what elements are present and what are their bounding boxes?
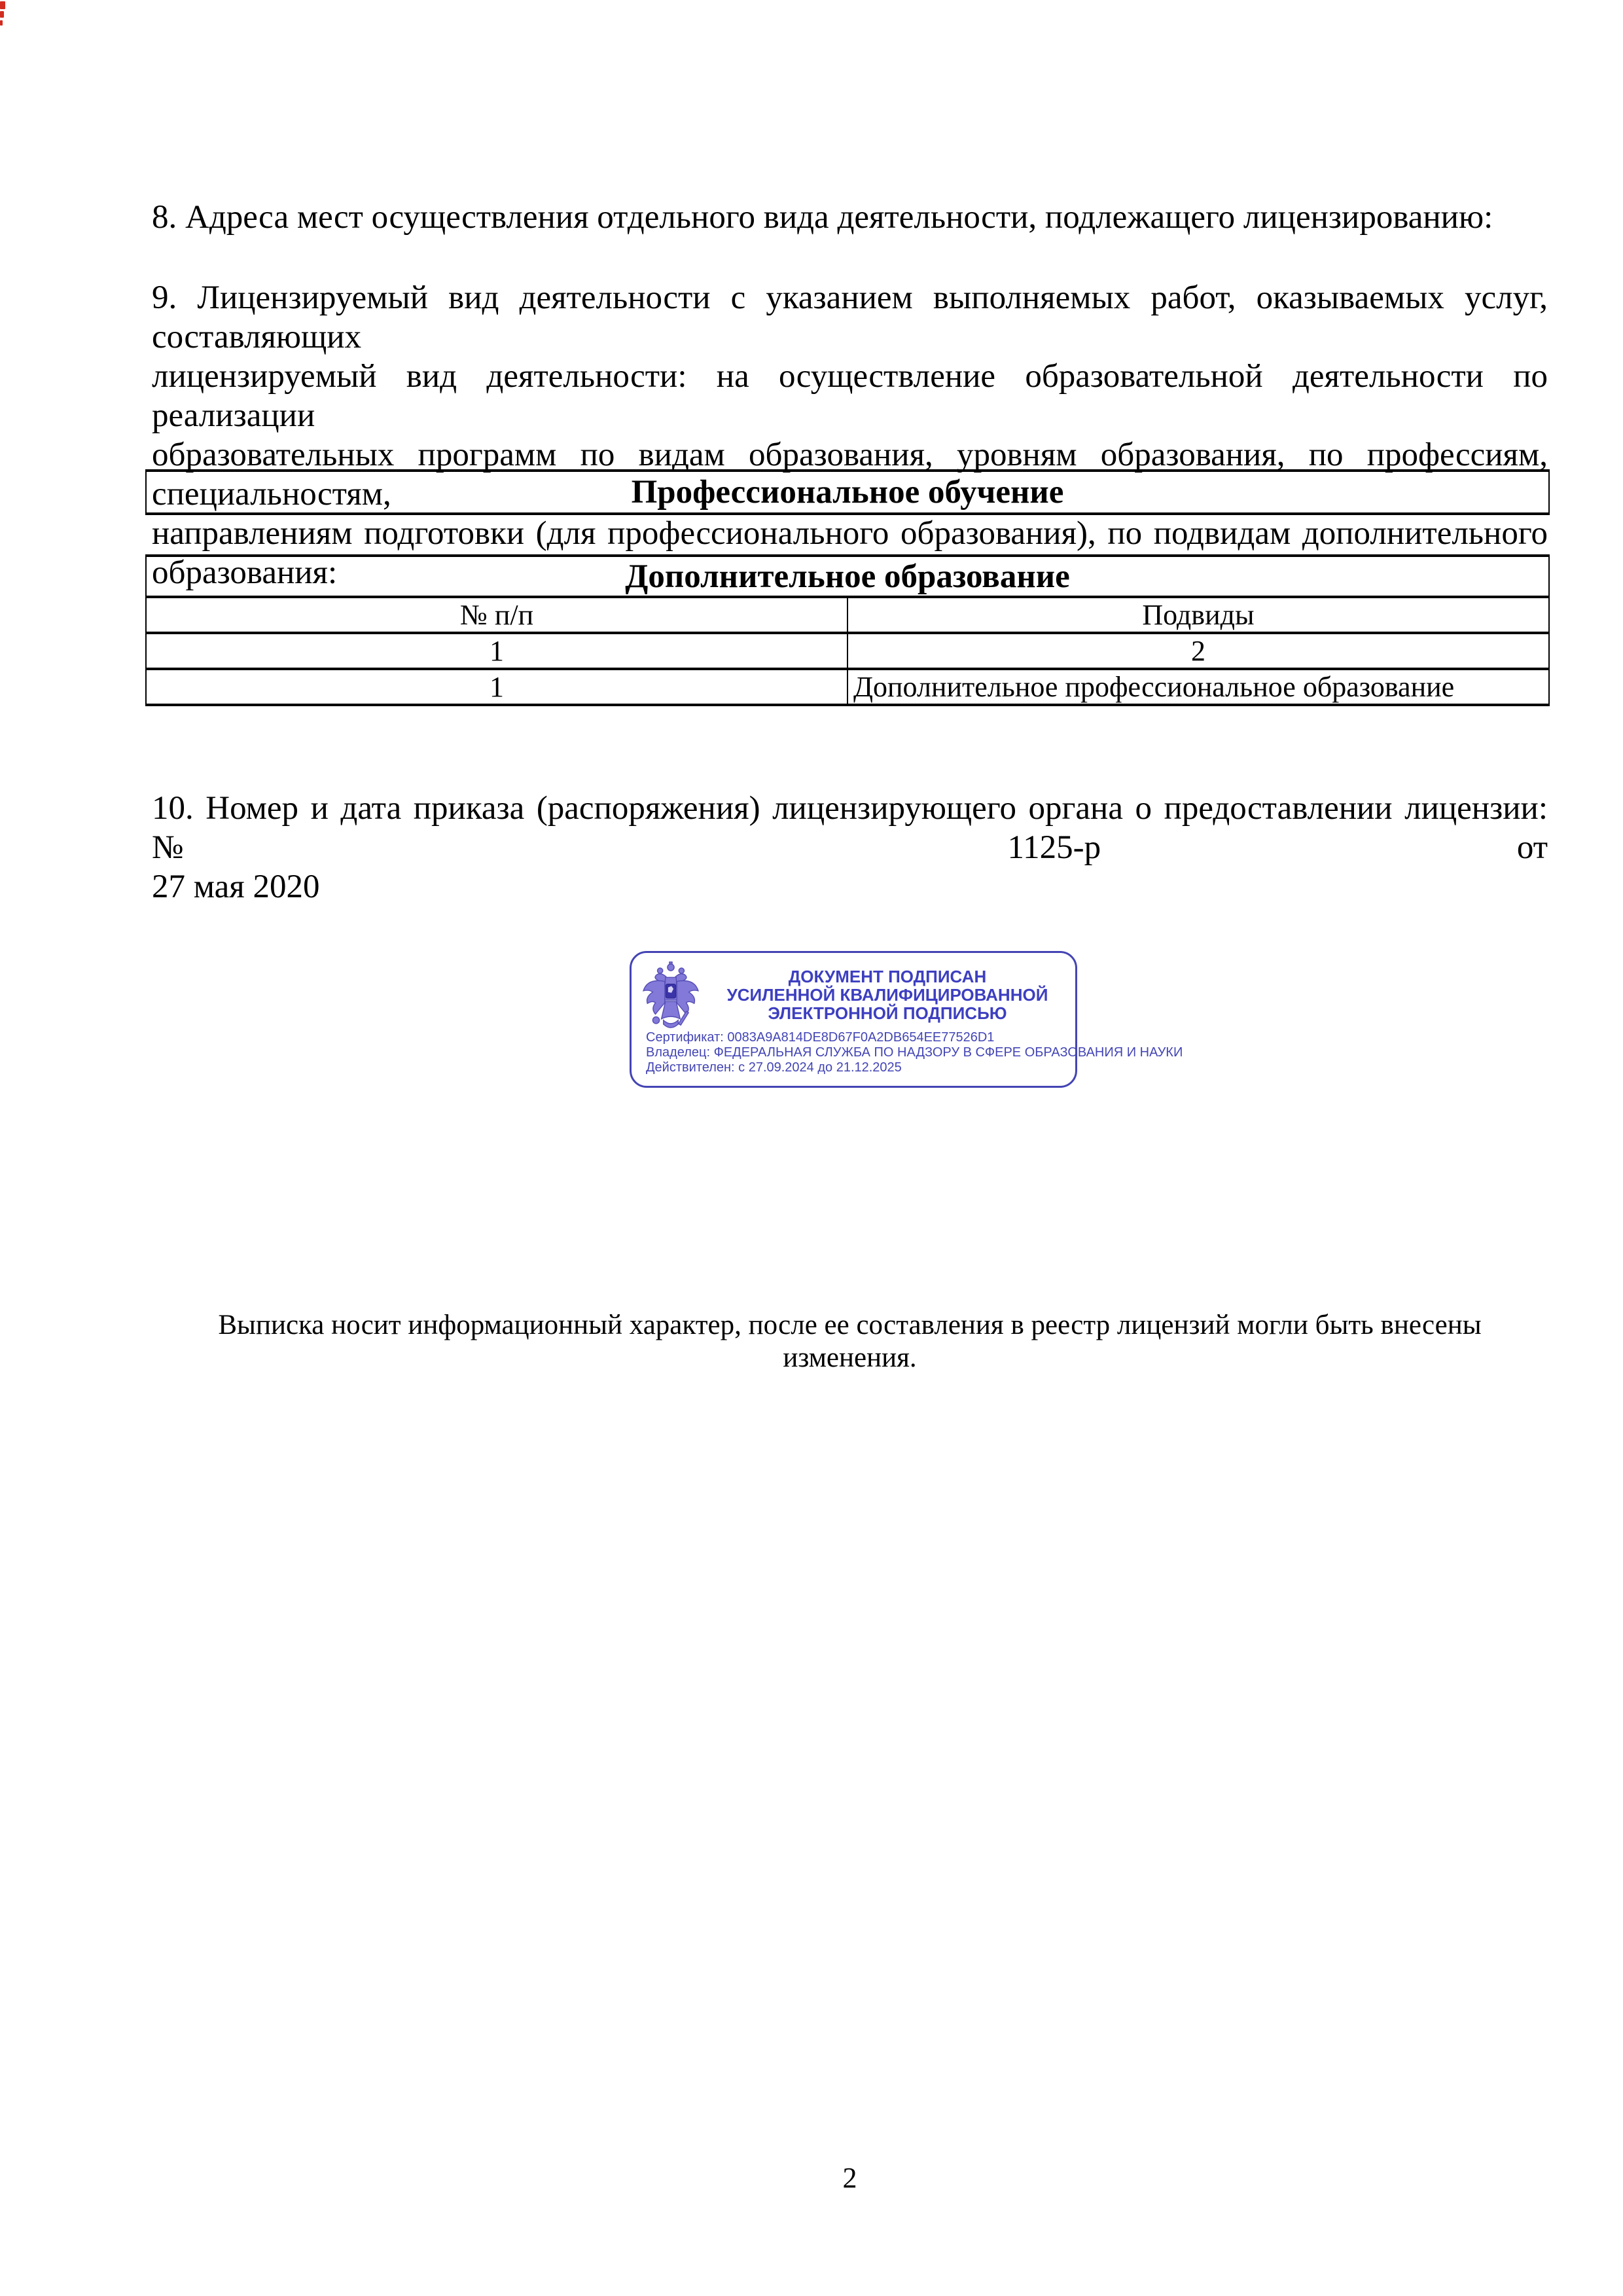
column-header-number: № п/п (146, 597, 847, 633)
stamp-title-line: ДОКУМЕНТ ПОДПИСАН (788, 967, 987, 986)
stamp-title (709, 967, 1066, 1022)
paragraph-8-addresses: 8. Адреса мест осуществления отдельного вида деятельности, подлежащего лицензированию: (152, 199, 1493, 236)
column-header-subtypes: Подвиды (847, 597, 1549, 633)
professional-training-title: Профессиональное обучение (146, 471, 1549, 514)
table-row (146, 669, 1549, 705)
table-header-row (146, 597, 1549, 633)
paragraph-9-line: образования: (152, 554, 338, 591)
red-edge-mark (0, 11, 4, 18)
electronic-signature-stamp (630, 951, 1183, 1088)
table-cell: 2 (847, 633, 1549, 669)
paragraph-9-line: образовательных программ по видам образования, уровням образования, по профессиям, специальностям, (152, 437, 1548, 512)
table-cell: 1 (146, 669, 847, 705)
paragraph-10-line: 10. Номер и дата приказа (распоряжения) лицензирующего органа о предоставлении лицензии: № 1125-р от (152, 790, 1548, 866)
stamp-certificate-line: Сертификат: 0083A9A814DE8D67F0A2DB654EE77526D1 (646, 1030, 995, 1045)
red-edge-mark (0, 20, 3, 26)
additional-education-table (145, 554, 1550, 706)
table-row (146, 556, 1549, 597)
footer-note: Выписка носит информационный характер, после ее составления в реестр лицензий могли быть внесены изменения. (218, 1310, 1482, 1373)
paragraph-9-line: лицензируемый вид деятельности: на осуществление образовательной деятельности по реализации (152, 358, 1548, 434)
table-cell: Дополнительное профессиональное образование (847, 669, 1549, 705)
page-number: 2 (842, 2162, 857, 2194)
paragraph-10-line: 27 мая 2020 (152, 869, 320, 905)
stamp-validity-line: Действителен: с 27.09.2024 до 21.12.2025 (646, 1060, 902, 1075)
paragraph-10-order-number (152, 789, 1548, 906)
stamp-owner-line: Владелец: ФЕДЕРАЛЬНАЯ СЛУЖБА ПО НАДЗОРУ В СФЕРЕ ОБРАЗОВАНИЯ И НАУКИ (646, 1045, 1183, 1060)
table-row (146, 471, 1549, 514)
professional-training-table (145, 469, 1550, 515)
paragraph-9-licensed-activity (152, 278, 1548, 592)
additional-education-title: Дополнительное образование (146, 556, 1549, 597)
paragraph-9-line: 9. Лицензируемый вид деятельности с указанием выполняемых работ, оказываемых услуг, составляющих (152, 279, 1548, 355)
russian-coat-of-arms-icon (641, 961, 701, 1034)
table-row (146, 633, 1549, 669)
stamp-title-line: ЭЛЕКТРОННОЙ ПОДПИСЬЮ (768, 1003, 1007, 1023)
stamp-certificate-info (646, 1030, 1183, 1075)
table-cell: 1 (146, 633, 847, 669)
red-edge-mark (0, 1, 5, 9)
stamp-title-line: УСИЛЕННОЙ КВАЛИФИЦИРОВАННОЙ (726, 985, 1048, 1005)
paragraph-9-line: направлениям подготовки (для профессионального образования), по подвидам дополнительного (152, 515, 1548, 552)
